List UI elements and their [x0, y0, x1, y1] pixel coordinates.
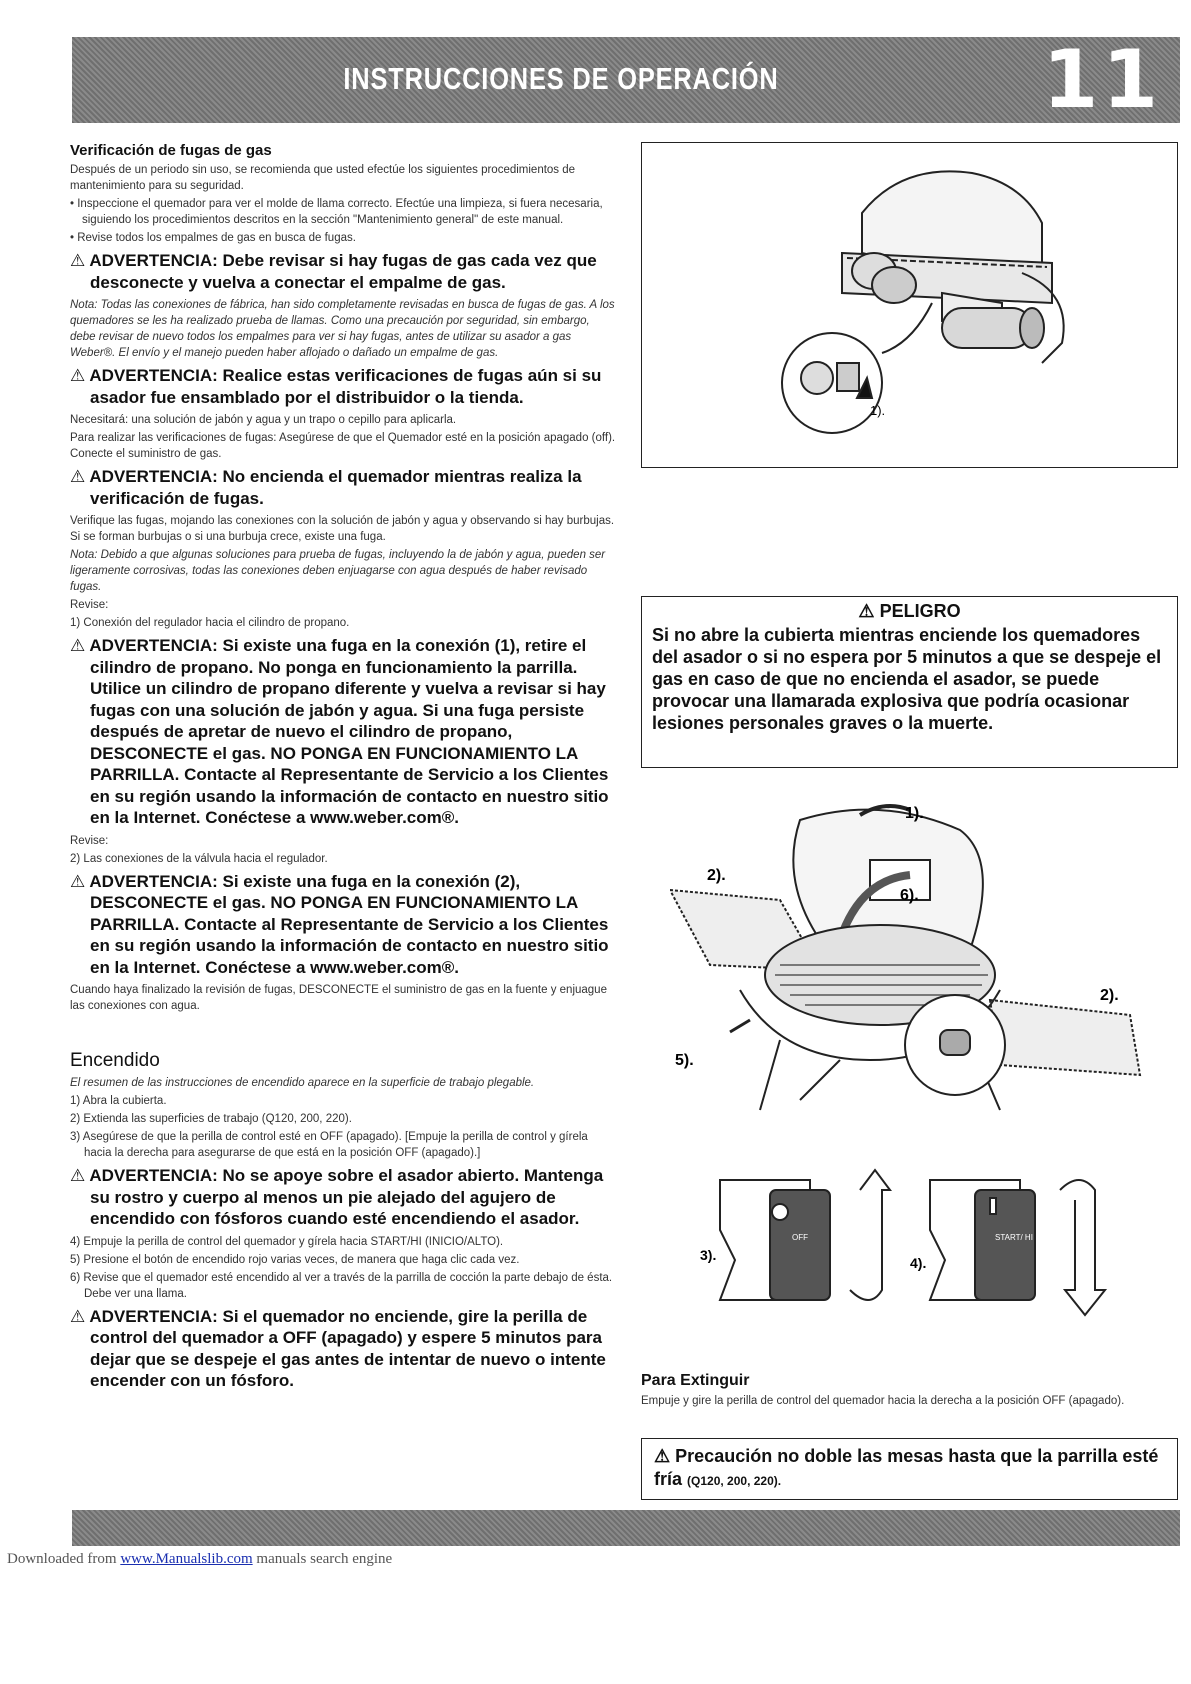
figure2-callout-5: 5). [675, 1052, 694, 1069]
lighting-step-3: 3) Asegúrese de que la perilla de control esté en OFF (apagado). [Empuje la perilla de control y gírela hacia la derecha para asegurarse de que está en la posición OFF (apagado).] [70, 1131, 588, 1159]
figure-open-grill [670, 800, 1150, 1145]
figure-knob-steps [700, 1150, 1120, 1335]
howto-text: Para realizar las verificaciones de fugas: Asegúrese de que el Quemador esté en la posición apagado (off). Conecte el suministro de gas. [70, 432, 616, 460]
verify-text: Verifique las fugas, mojando las conexiones con la solución de jabón y agua y observando si hay burbujas. Si se forman burbujas o si una burbuja crece, existe una fuga. [70, 515, 615, 543]
knob-steps-illustration [700, 1150, 1120, 1335]
figure-cylinder-connection [641, 142, 1178, 468]
warning-2: ⚠ ADVERTENCIA: Realice estas verificaciones de fugas aún si su asador fue ensamblado por el distribuidor o la tienda. [70, 366, 602, 407]
warning-icon: ⚠ [70, 1166, 86, 1185]
leak-bullet-1: • Inspeccione el quemador para ver el molde de llama correcto. Efectúe una limpieza, si fuera necesaria, siguiendo los procedimientos descritos en la sección "Mantenimiento general" de este manual. [70, 198, 603, 226]
left-column [70, 142, 618, 1396]
note-2: Nota: Debido a que algunas soluciones para prueba de fugas, incluyendo la de jabón y agua, pueden ser ligeramente corrosivas, todas las conexiones deben enjuagarse con agua después de haber revisado fugas. [70, 549, 606, 593]
danger-box [641, 596, 1178, 768]
page-title: INSTRUCCIONES DE OPERACIÓN [343, 61, 779, 96]
warning-icon: ⚠ [858, 601, 875, 621]
lighting-step-4: 4) Empuje la perilla de control del quemador y gírela hacia START/HI (INICIO/ALTO). [70, 1235, 504, 1248]
figure2-callout-1: 1). [905, 805, 924, 822]
warning-icon: ⚠ [70, 467, 86, 486]
danger-title: ⚠ PELIGRO [858, 601, 961, 621]
warning-7: ⚠ ADVERTENCIA: Si el quemador no enciende, gire la perilla de control del quemador a OFF (apagado) y espere 5 minutos para dejar que se despeje el gas antes de intentar de nuevo o intente encender con un fósforo. [70, 1306, 606, 1390]
figure2-callout-6: 6). [900, 887, 919, 904]
check-2: 2) Las conexiones de la válvula hacia el regulador. [70, 852, 328, 865]
warning-1: ⚠ ADVERTENCIA: Debe revisar si hay fugas de gas cada vez que desconecte y vuelva a conectar el empalme de gas. [70, 251, 597, 292]
warning-icon: ⚠ [70, 366, 86, 385]
figure3-callout-4: 4). [910, 1255, 927, 1271]
download-footer: Downloaded from www.Manualslib.com manuals search engine [7, 1551, 393, 1567]
figure3-callout-3: 3). [700, 1247, 717, 1263]
warning-icon: ⚠ [70, 1306, 86, 1326]
open-grill-illustration [670, 800, 1150, 1145]
figure2-callout-2b: 2). [1100, 987, 1119, 1004]
leak-title: Verificación de fugas de gas [70, 142, 272, 159]
lighting-step-2: 2) Extienda las superficies de trabajo (Q120, 200, 220). [70, 1113, 352, 1125]
caution-models: (Q120, 200, 220). [687, 1474, 782, 1488]
warning-icon: ⚠ [654, 1446, 671, 1466]
note-1: Nota: Todas las conexiones de fábrica, han sido completamente revisadas en busca de fugas de gas. A los quemadores se les ha realizado prueba de llamas. Como una precaución por seguridad, sin embargo, debe revisar de nuevo todos los empalmes para ver si hay fugas, antes de utilizar su asador a gas Weber®. El envío y el manejo pueden haber aflojado o dañado un empalme de gas. [70, 299, 615, 359]
knob-off-label: OFF [792, 1233, 808, 1242]
warning-4: ⚠ ADVERTENCIA: Si existe una fuga en la conexión (1), retire el cilindro de propano. No ponga en funcionamiento la parrilla. Utilice un cilindro de propano diferente y vuelva a revisar si hay fugas con una solución de jabón y agua. Si una fuga persiste después de apretar de nuevo el cilindro de propano, DESCONECTE el gas. NO PONGA EN FUNCIONAMIENTO LA PARRILLA. Contacte al Representante de Servicio a los Clientes en su región usando la información de contacto en nuestro sitio en la Internet. Conéctese a www.weber.com®. [70, 636, 609, 827]
extinguish-section [641, 1372, 1178, 1411]
extinguish-text: Empuje y gire la perilla de control del quemador hacia la derecha a la posición OFF (apagado). [641, 1395, 1125, 1407]
page-header [72, 33, 1180, 126]
footer-bar [72, 1510, 1180, 1546]
warning-3: ⚠ ADVERTENCIA: No encienda el quemador mientras realiza la verificación de fugas. [70, 467, 582, 508]
warning-icon: ⚠ [70, 251, 86, 270]
caution-text: Precaución no doble las mesas hasta que la parrilla esté fría [654, 1446, 1159, 1489]
page-number: 11 [1042, 33, 1162, 126]
grill-cylinder-illustration [642, 143, 1176, 466]
figure1-callout: 1). [870, 403, 886, 418]
check-1: 1) Conexión del regulador hacia el cilindro de propano. [70, 617, 350, 629]
caution-box [641, 1438, 1178, 1500]
knob-start-label: START/ HI [995, 1233, 1033, 1242]
finish-text: Cuando haya finalizado la revisión de fugas, DESCONECTE el suministro de gas en la fuente y enjuague las conexiones con agua. [70, 984, 607, 1012]
lighting-title: Encendido [70, 1050, 160, 1071]
warning-5: ⚠ ADVERTENCIA: Si existe una fuga en la conexión (2), DESCONECTE el gas. NO PONGA EN FUNCIONAMIENTO LA PARRILLA. Contacte al Representante de Servicio a los Clientes en su región usando la información de contacto en nuestro sitio en la Internet. Conéctese a www.weber.com®. [70, 871, 609, 977]
extinguish-title: Para Extinguir [641, 1372, 750, 1389]
lighting-summary: El resumen de las instrucciones de encendido aparece en la superficie de trabajo plegable. [70, 1077, 535, 1089]
lighting-step-6: 6) Revise que el quemador esté encendido al ver a través de la parrilla de cocción la parte debajo de ésta. Debe ver una llama. [70, 1271, 613, 1300]
need-text: Necesitará: una solución de jabón y agua y un trapo o cepillo para aplicarla. [70, 414, 457, 426]
leak-bullet-2: • Revise todos los empalmes de gas en busca de fugas. [70, 232, 356, 244]
leak-intro: Después de un periodo sin uso, se recomienda que usted efectúe los siguientes procedimientos de mantenimiento para su seguridad. [70, 164, 576, 192]
check-label-1: Revise: [70, 599, 109, 611]
figure2-callout-2a: 2). [707, 867, 726, 884]
lighting-step-5: 5) Presione el botón de encendido rojo varias veces, de manera que haga clic cada vez. [70, 1253, 520, 1266]
check-label-2: Revise: [70, 834, 109, 847]
lighting-step-1: 1) Abra la cubierta. [70, 1095, 167, 1107]
warning-6: ⚠ ADVERTENCIA: No se apoye sobre el asador abierto. Mantenga su rostro y cuerpo al menos un pie alejado del agujero de encendido con fósforos cuando esté encendiendo el asador. [70, 1166, 604, 1228]
manualslib-link[interactable]: www.Manualslib.com [120, 1551, 253, 1567]
warning-icon: ⚠ [70, 636, 86, 655]
danger-text: Si no abre la cubierta mientras enciende los quemadores del asador o si no espera por 5 minutos a que se despeje el gas en caso de que no encienda el asador, se puede provocar una llamarada explosiva que podría ocasionar lesiones personales graves o la muerte. [652, 625, 1162, 733]
warning-icon: ⚠ [70, 871, 86, 891]
